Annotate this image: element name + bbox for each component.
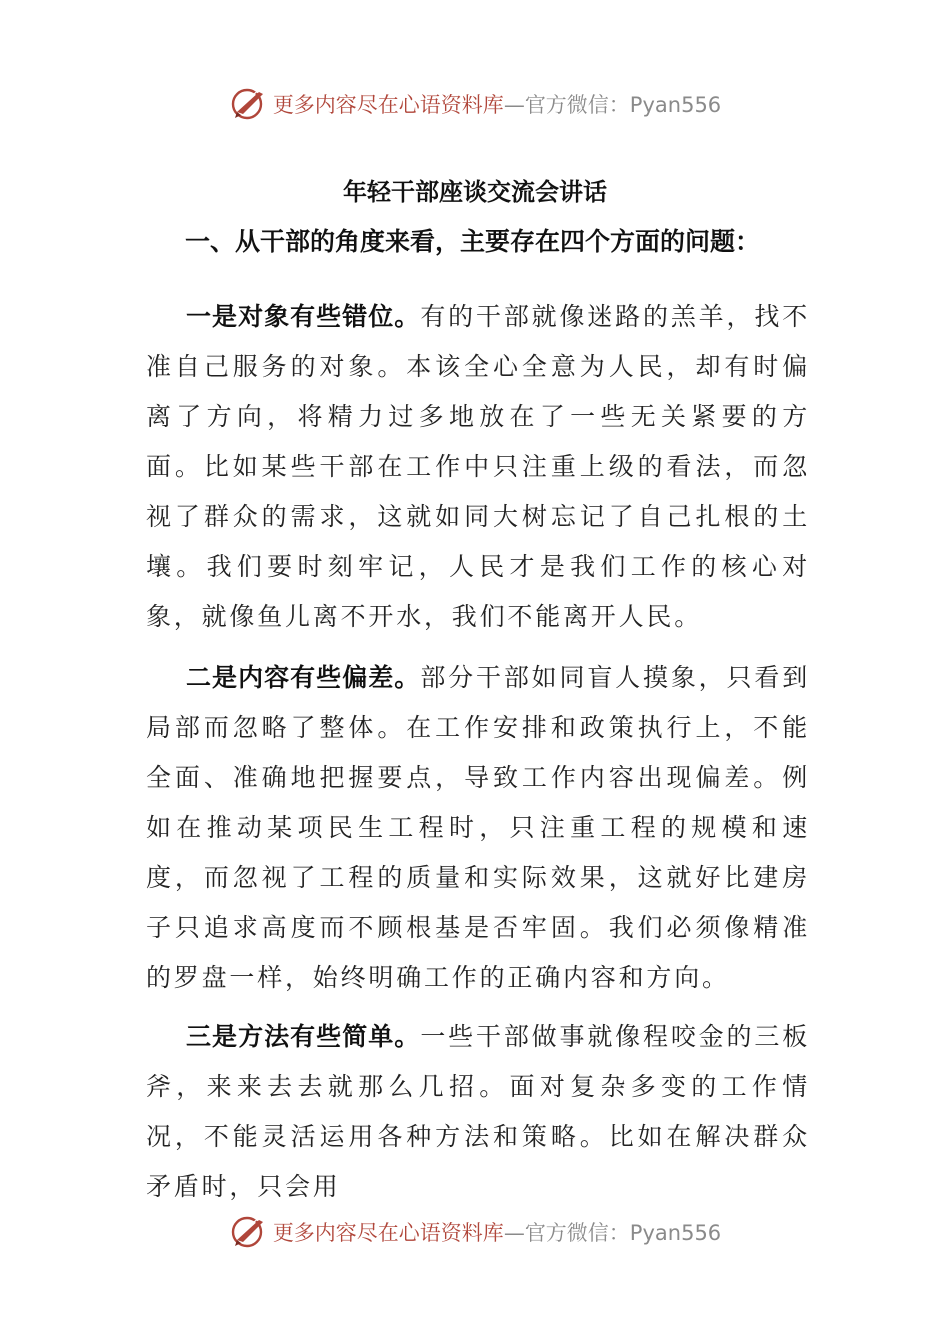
header-watermark-banner <box>0 80 950 128</box>
paragraph-1 <box>146 292 810 642</box>
quill-pen-logo-icon <box>229 84 269 124</box>
footer-watermark-banner <box>0 1208 950 1256</box>
quill-pen-logo-icon <box>229 1212 269 1252</box>
paragraph-3-lead: 三是方法有些简单。 <box>186 1022 421 1051</box>
banner-contact-text: —官方微信：Pyan556 <box>503 93 722 117</box>
paragraph-2 <box>146 653 810 1003</box>
paragraph-3-text: 一些干部做事就像程咬金的三板斧，来来去去就那么几招。面对复杂多变的工作情况，不能灵活运用各种方法和策略。比如在解决群众矛盾时，只会用 <box>146 1022 810 1201</box>
paragraph-2-text: 部分干部如同盲人摸象，只看到局部而忽略了整体。在工作安排和政策执行上，不能全面、准确地把握要点，导致工作内容出现偏差。例如在推动某项民生工程时，只注重工程的规模和速度，而忽视了工程的质量和实际效果，这就好比建房子只追求高度而不顾根基是否牢固。我们必须像精准的罗盘一样，始终明确工作的正确内容和方向。 <box>146 663 810 992</box>
paragraph-1-lead: 一是对象有些错位。 <box>186 302 421 331</box>
banner-contact-text: —官方微信：Pyan556 <box>503 1221 722 1245</box>
paragraph-2-lead: 二是内容有些偏差。 <box>186 663 421 692</box>
banner-site-text: 更多内容尽在心语资料库 <box>272 1221 504 1245</box>
paragraph-3 <box>146 1012 810 1212</box>
banner-site-text: 更多内容尽在心语资料库 <box>272 93 504 117</box>
section-heading: 一、从干部的角度来看，主要存在四个方面的问题： <box>185 227 761 256</box>
paragraph-1-text: 有的干部就像迷路的羔羊，找不准自己服务的对象。本该全心全意为人民，却有时偏离了方向，将精力过多地放在了一些无关紧要的方面。比如某些干部在工作中只注重上级的看法，而忽视了群众的需求，这就如同大树忘记了自己扎根的土壤。我们要时刻牢记，人民才是我们工作的核心对象，就像鱼儿离不开水，我们不能离开人民。 <box>146 302 810 631</box>
document-title: 年轻干部座谈交流会讲话 <box>343 178 607 206</box>
